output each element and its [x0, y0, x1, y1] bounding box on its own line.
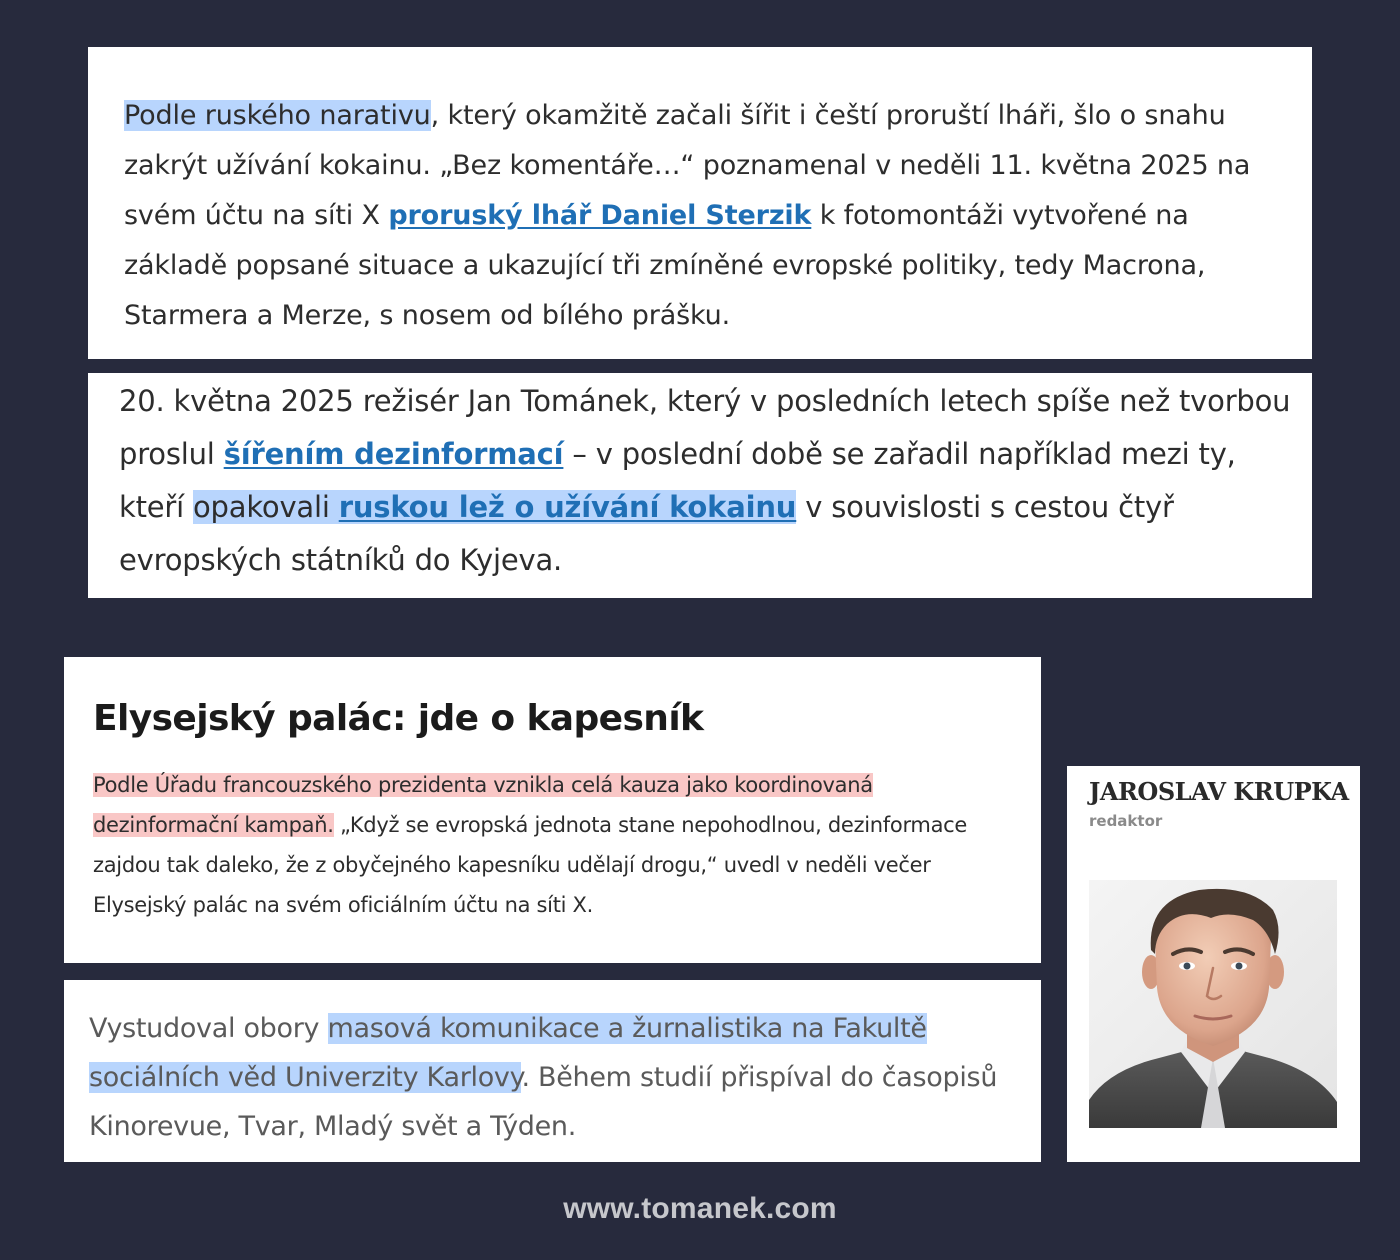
- excerpt-paragraph: [119, 375, 1302, 587]
- section-heading: Elysejský palác: jde o kapesník: [93, 698, 704, 739]
- sterzik-link[interactable]: proruský lhář Daniel Sterzik: [388, 200, 812, 231]
- highlighted-phrase: [193, 490, 796, 524]
- author-role: redaktor: [1089, 812, 1163, 830]
- paragraph-text: „Když se evropská jednota stane nepohodlnou, dezinformace zajdou tak daleko, že z obyčejného kapesníku udělají drogu,“ uvedl v neděli večer Elysejský palác na svém oficiálním účtu na síti X.: [93, 813, 968, 917]
- paragraph-text: v souvislosti s cestou čtyř evropských státníků do Kyjeva.: [119, 490, 1174, 577]
- author-bio-excerpt: [64, 980, 1041, 1162]
- highlighted-phrase: masová komunikace a žurnalistika na Fakultě sociálních věd Univerzity Karlovy: [89, 1013, 927, 1093]
- source-url: www.tomanek.com: [563, 1192, 837, 1225]
- author-portrait-photo: [1089, 880, 1337, 1128]
- highlighted-phrase: Podle Úřadu francouzského prezidenta vznikla celá kauza jako koordinovaná dezinformační kampaň.: [93, 773, 873, 837]
- paragraph-text: 20. května 2025 režisér Jan Tománek, který v posledních letech spíše než tvorbou proslul: [119, 384, 1291, 471]
- author-name: JAROSLAV KRUPKA: [1089, 777, 1349, 806]
- paragraph-text: Vystudoval obory: [89, 1013, 328, 1044]
- disinformation-link[interactable]: šířením dezinformací: [223, 437, 564, 471]
- article-excerpt-sterzik: [88, 47, 1312, 359]
- bio-paragraph: [89, 1004, 1031, 1151]
- cocaine-lie-link[interactable]: ruskou lež o užívání kokainu: [338, 490, 797, 524]
- highlighted-phrase: Podle ruského narativu: [124, 100, 431, 131]
- excerpt-paragraph: [124, 91, 1292, 341]
- article-excerpt-tomanek: [88, 373, 1312, 598]
- highlighted-text: opakovali: [193, 490, 339, 524]
- paragraph-text: , který okamžitě začali šířit i čeští proruští lháři, šlo o snahu zakrýt užívání kokainu. „Bez komentáře…“ poznamenal v neděli 11. května 2025 na svém účtu na síti X: [124, 100, 1251, 231]
- author-card: [1067, 766, 1360, 1162]
- excerpt-paragraph: [93, 765, 1021, 925]
- article-excerpt-elysee: [64, 657, 1041, 963]
- paragraph-text: – v poslední době se zařadil například mezi ty, kteří: [119, 437, 1236, 524]
- paragraph-text: . Během studií přispíval do časopisů Kinorevue, Tvar, Mladý svět a Týden.: [89, 1062, 998, 1142]
- paragraph-text: k fotomontáži vytvořené na základě popsané situace a ukazující tři zmíněné evropské politiky, tedy Macrona, Starmera a Merze, s nosem od bílého prášku.: [124, 200, 1206, 331]
